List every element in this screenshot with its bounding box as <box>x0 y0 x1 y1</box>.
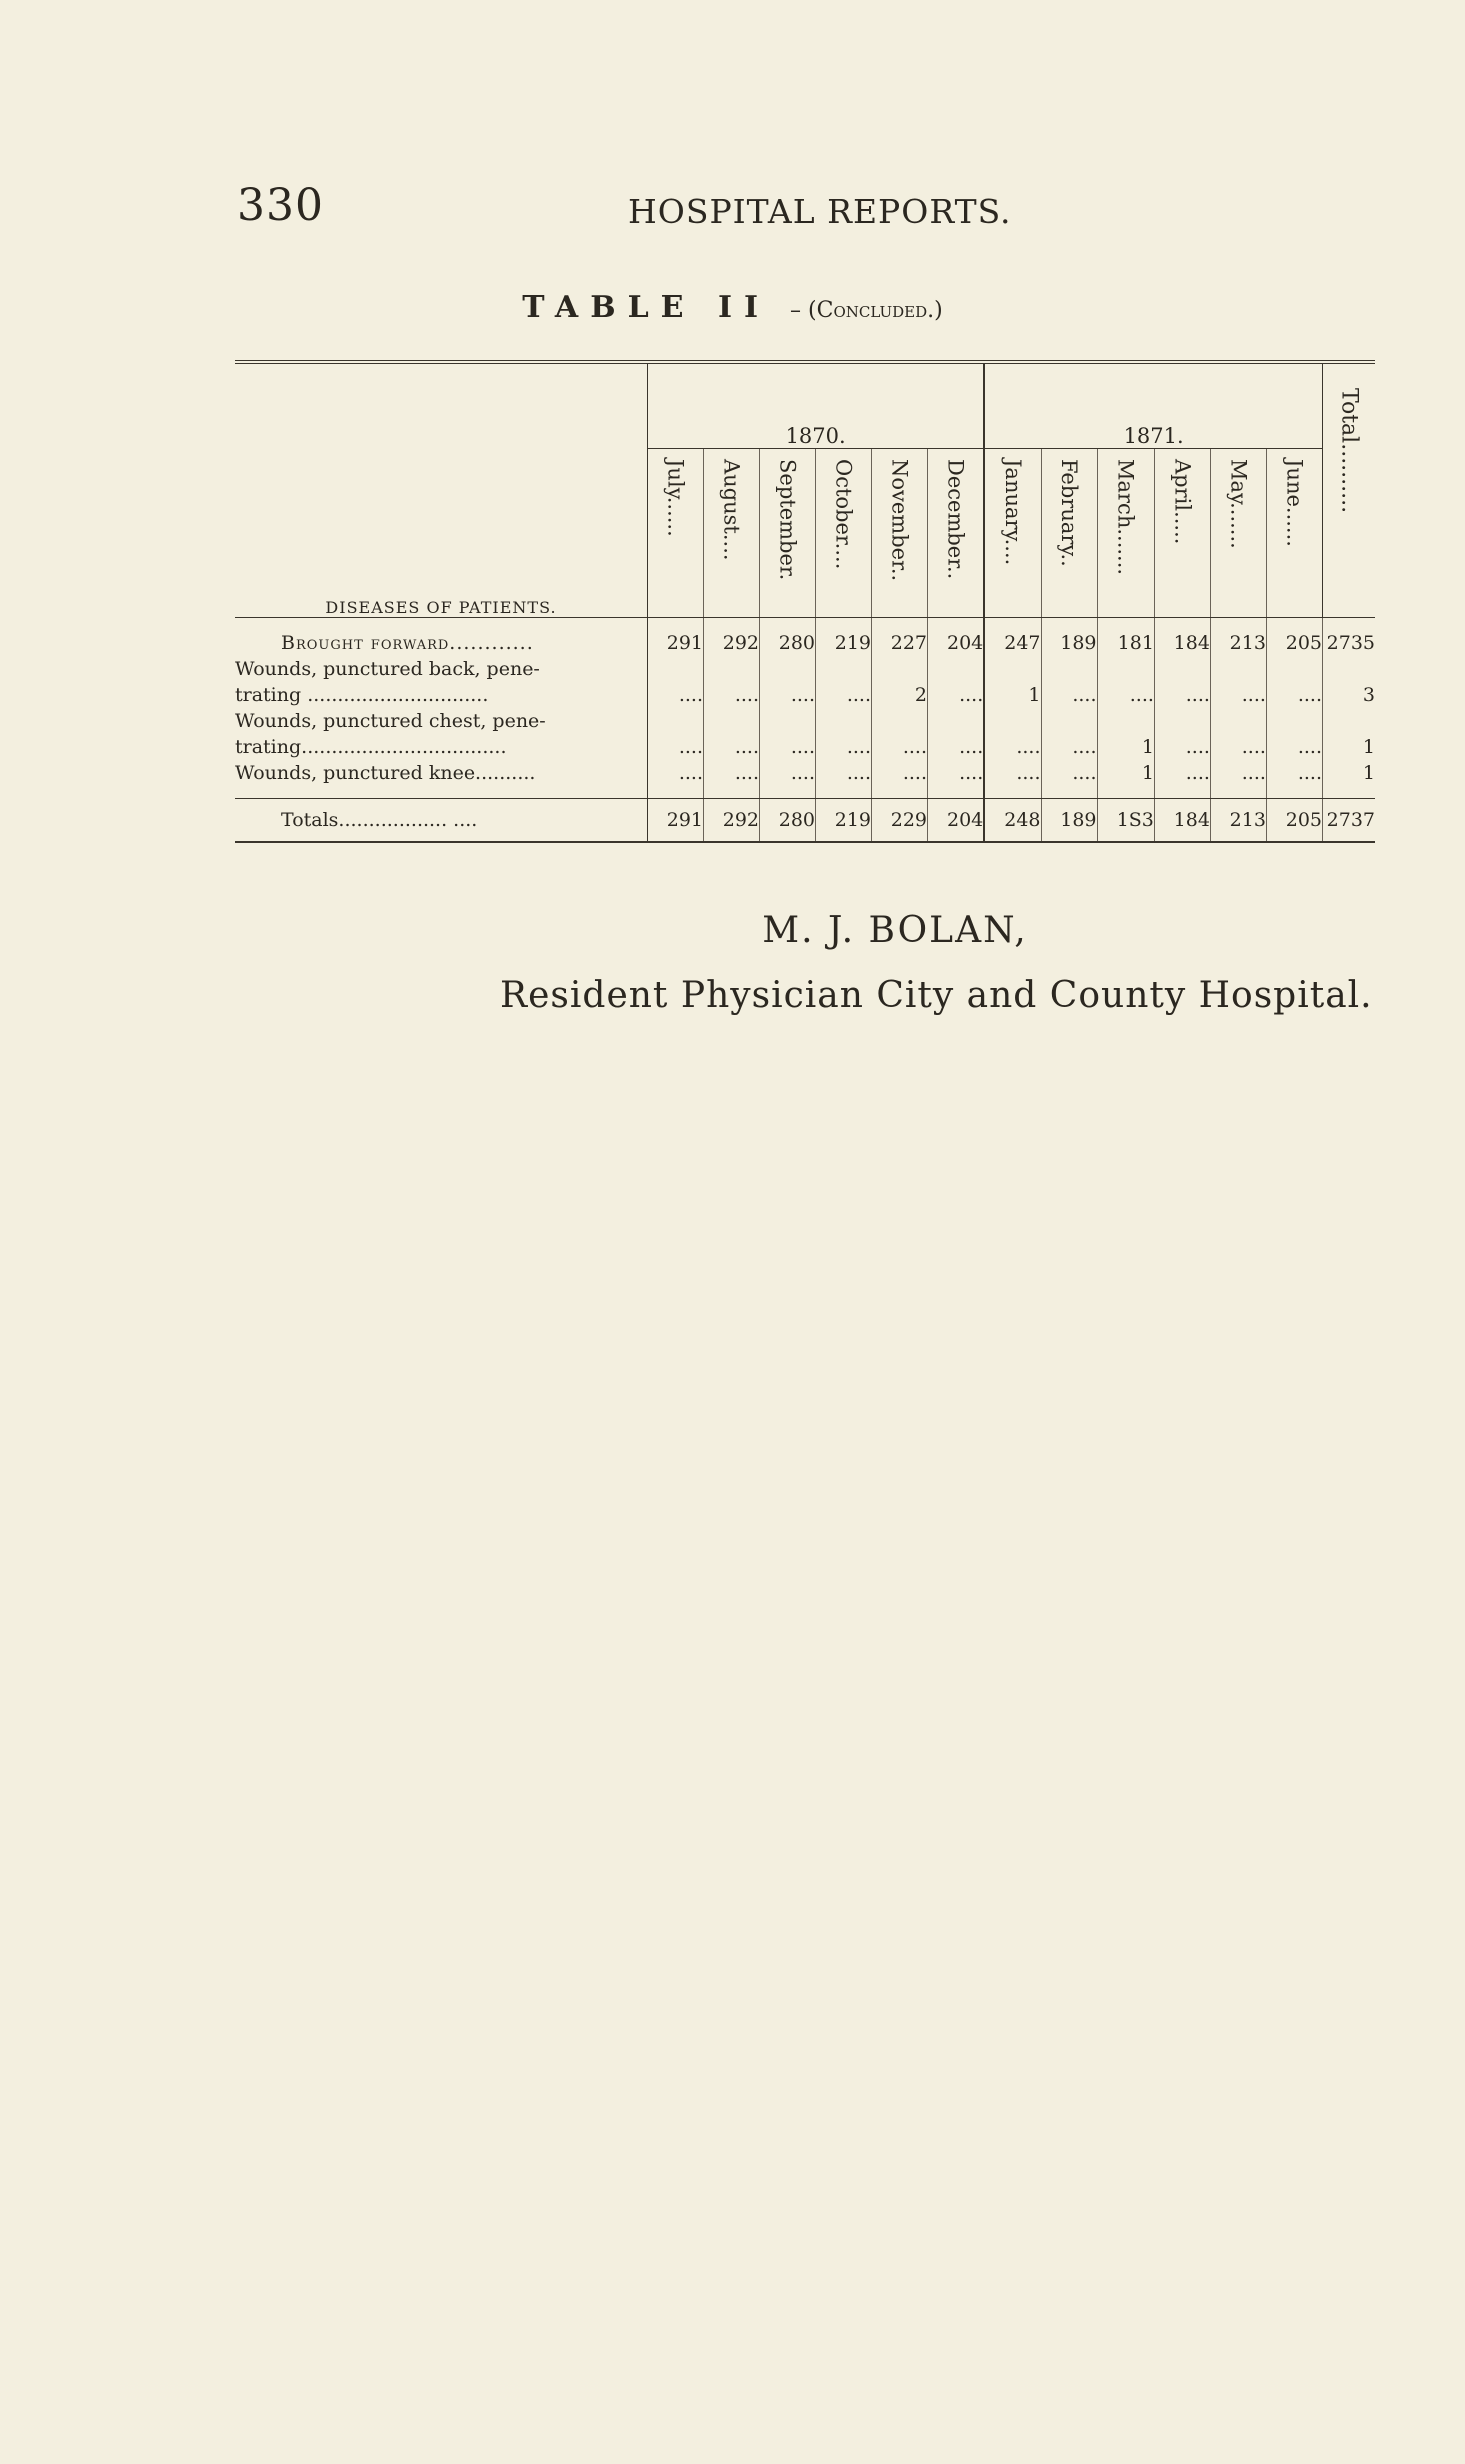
table-cell <box>984 654 1041 680</box>
separator-cell <box>648 784 704 799</box>
month-header <box>816 449 872 618</box>
table-cell: .... <box>1097 680 1154 706</box>
separator-cell <box>760 784 816 799</box>
table-cell: .... <box>984 758 1041 784</box>
table-cell: 189 <box>1041 799 1097 843</box>
table-cell: .... <box>1041 680 1097 706</box>
table-cell: .... <box>928 680 985 706</box>
table-cell: 229 <box>872 799 928 843</box>
table-cell: .... <box>1154 732 1210 758</box>
month-header <box>1266 449 1322 618</box>
table-cell <box>928 706 985 732</box>
table-cell: 213 <box>1210 799 1266 843</box>
table-row <box>235 706 1375 732</box>
table-cell: 2 <box>872 680 928 706</box>
row-label: Wounds, punctured knee.......... <box>235 758 648 784</box>
row-total: 1 <box>1323 758 1376 784</box>
month-header-label: November.. <box>887 459 912 582</box>
table-cell: 291 <box>648 618 704 655</box>
month-header <box>648 449 704 618</box>
table-cell: .... <box>928 732 985 758</box>
separator-cell <box>1041 784 1097 799</box>
month-header <box>704 449 760 618</box>
table-cell: 280 <box>760 799 816 843</box>
row-total: 1 <box>1323 732 1376 758</box>
table-cell: .... <box>984 732 1041 758</box>
month-header-label: September. <box>775 459 800 581</box>
table-cell: 205 <box>1266 618 1322 655</box>
table-cell: .... <box>872 732 928 758</box>
table-cell: .... <box>1266 758 1322 784</box>
table-cell <box>704 706 760 732</box>
month-header <box>1097 449 1154 618</box>
row-label: Wounds, punctured back, pene- <box>235 654 648 680</box>
separator-cell <box>704 784 760 799</box>
table-cell <box>648 654 704 680</box>
table-cell: 219 <box>816 618 872 655</box>
table-cell <box>760 654 816 680</box>
month-header-label: January.... <box>1000 459 1025 566</box>
table-cell: 247 <box>984 618 1041 655</box>
table-cell <box>1097 706 1154 732</box>
row-total: 2737 <box>1323 799 1376 843</box>
table-cell: .... <box>1154 758 1210 784</box>
row-label: Brought forward............ <box>235 618 648 655</box>
table-cell: .... <box>1041 758 1097 784</box>
table-cell: 227 <box>872 618 928 655</box>
table-title-suffix: (Concluded.) <box>808 298 943 323</box>
diseases-header: DISEASES OF PATIENTS. <box>235 362 648 618</box>
separator-cell <box>1210 784 1266 799</box>
table-cell: 1 <box>1097 732 1154 758</box>
table-cell: .... <box>704 758 760 784</box>
table-cell: 204 <box>928 618 985 655</box>
row-total <box>1323 706 1376 732</box>
table-cell <box>1266 706 1322 732</box>
row-total: 2735 <box>1323 618 1376 655</box>
month-header <box>928 449 985 618</box>
separator-row <box>235 784 1375 799</box>
table-cell: 204 <box>928 799 985 843</box>
row-label: Wounds, punctured chest, pene- <box>235 706 648 732</box>
table-cell: .... <box>872 758 928 784</box>
month-header-label: October.... <box>831 459 856 570</box>
separator-cell <box>928 784 985 799</box>
separator-cell <box>1097 784 1154 799</box>
month-header <box>984 449 1041 618</box>
month-header <box>872 449 928 618</box>
table-cell: 291 <box>648 799 704 843</box>
table-cell: .... <box>648 732 704 758</box>
row-label: trating.................................. <box>235 732 648 758</box>
table-cell: .... <box>760 732 816 758</box>
separator-cell <box>1266 784 1322 799</box>
month-header-label: July...... <box>663 459 688 537</box>
month-header <box>1041 449 1097 618</box>
table-cell: 292 <box>704 799 760 843</box>
table-cell: .... <box>816 758 872 784</box>
row-total: 3 <box>1323 680 1376 706</box>
year-header-1871: 1871. <box>984 362 1322 449</box>
month-header-label: May....... <box>1226 459 1251 549</box>
signer-title: Resident Physician City and County Hospital. <box>500 975 1373 1016</box>
table-cell: 189 <box>1041 618 1097 655</box>
table-cell: .... <box>1154 680 1210 706</box>
running-head: HOSPITAL REPORTS. <box>628 192 1012 231</box>
table-cell: 219 <box>816 799 872 843</box>
table-cell: 1S3 <box>1097 799 1154 843</box>
month-header <box>760 449 816 618</box>
row-label: trating .............................. <box>235 680 648 706</box>
table-cell: .... <box>816 732 872 758</box>
table-cell: .... <box>928 758 985 784</box>
table-row <box>235 680 1375 706</box>
table-cell <box>872 654 928 680</box>
table-title <box>0 290 1465 325</box>
table-cell: .... <box>648 758 704 784</box>
table-cell <box>1154 706 1210 732</box>
table-cell: 1 <box>1097 758 1154 784</box>
table-cell <box>1097 654 1154 680</box>
table-title-dash: – <box>790 298 802 323</box>
separator-cell <box>1323 784 1376 799</box>
month-header-label: February.. <box>1057 459 1081 567</box>
month-header-label: April..... <box>1170 459 1195 545</box>
table-cell: .... <box>816 680 872 706</box>
total-header <box>1323 362 1376 618</box>
separator-cell <box>872 784 928 799</box>
month-header-label: June...... <box>1282 459 1307 547</box>
table-cell: 248 <box>984 799 1041 843</box>
separator-cell <box>816 784 872 799</box>
total-header-label: Total.......... <box>1336 388 1362 514</box>
month-header <box>1154 449 1210 618</box>
table-row <box>235 654 1375 680</box>
month-header <box>1210 449 1266 618</box>
table-cell <box>928 654 985 680</box>
table-cell: 1 <box>984 680 1041 706</box>
table-cell: .... <box>1266 680 1322 706</box>
separator-cell <box>1154 784 1210 799</box>
month-header-label: August.... <box>719 459 744 561</box>
table-cell: .... <box>760 680 816 706</box>
table-cell: 181 <box>1097 618 1154 655</box>
table-cell <box>648 706 704 732</box>
table-cell: .... <box>704 680 760 706</box>
row-label: Totals.................. .... <box>235 799 648 843</box>
table-cell <box>760 706 816 732</box>
table-cell <box>816 654 872 680</box>
month-header-label: December.. <box>943 459 968 580</box>
table-cell: .... <box>1210 680 1266 706</box>
separator-cell <box>984 784 1041 799</box>
table-cell <box>1041 654 1097 680</box>
table-cell: 280 <box>760 618 816 655</box>
table-cell: .... <box>1041 732 1097 758</box>
page-number: 330 <box>237 180 324 231</box>
year-header-1870: 1870. <box>648 362 985 449</box>
table-cell <box>1154 654 1210 680</box>
signer-name: M. J. BOLAN, <box>762 910 1028 951</box>
table-row <box>235 799 1375 843</box>
table-title-main: TABLE II <box>522 290 771 325</box>
table-cell <box>1041 706 1097 732</box>
table-cell <box>1210 654 1266 680</box>
table-cell <box>816 706 872 732</box>
table-row <box>235 618 1375 655</box>
table-cell: .... <box>1210 732 1266 758</box>
table-cell <box>1266 654 1322 680</box>
table-cell: 292 <box>704 618 760 655</box>
separator-cell <box>235 784 648 799</box>
table-cell: .... <box>1210 758 1266 784</box>
table-cell: 205 <box>1266 799 1322 843</box>
table-row <box>235 758 1375 784</box>
table-cell <box>872 706 928 732</box>
table-cell: 184 <box>1154 618 1210 655</box>
table-cell <box>984 706 1041 732</box>
table-cell: 184 <box>1154 799 1210 843</box>
table-cell <box>1210 706 1266 732</box>
table-cell: .... <box>704 732 760 758</box>
table-cell: .... <box>648 680 704 706</box>
month-header-label: March....... <box>1113 459 1138 576</box>
table-cell <box>704 654 760 680</box>
table-cell: 213 <box>1210 618 1266 655</box>
table-cell: .... <box>1266 732 1322 758</box>
table-cell: .... <box>760 758 816 784</box>
diseases-table <box>235 360 1375 843</box>
table-row <box>235 732 1375 758</box>
row-total <box>1323 654 1376 680</box>
